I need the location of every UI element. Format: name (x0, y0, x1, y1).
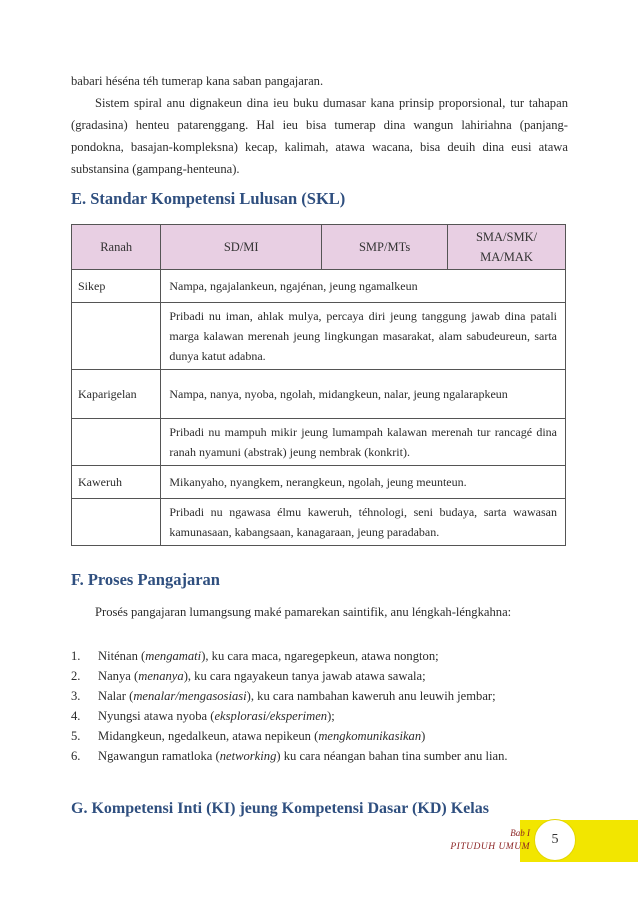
table-row (72, 499, 566, 546)
list-item: 5. Midangkeun, ngedalkeun, atawa nepikeun (mengkomunikasikan) (71, 729, 426, 743)
table-row (72, 270, 566, 303)
row-label (72, 303, 161, 370)
intro-paragraph: Sistem spiral anu dignakeun dina ieu buku dumasar kana prinsip proporsional, tur tahapan (gradasina) henteu patarenggang. Hal ieu bisa tumerap dina wangun lahiriahna (panjang-pondokna, basajan-kompleksna) kecap, kalimah, atawa wacana, bisa deuih dina eusi atawa substansina (gampang-henteuna). (71, 96, 568, 176)
row-label: Sikep (72, 270, 161, 303)
row-label (72, 499, 161, 546)
table-row (72, 419, 566, 466)
intro-line: babari héséna téh tumerap kana saban pangajaran. (71, 74, 324, 88)
row-text: Pribadi nu mampuh mikir jeung lumampah kalawan merenah tur rancagé dina ranah nyamuni (abstrak) jeung nembrak (konkrit). (161, 419, 566, 466)
page-number: 5 (534, 819, 576, 861)
row-label (72, 419, 161, 466)
row-text: Nampa, nanya, nyoba, ngolah, midangkeun, nalar, jeung ngalarapkeun (161, 370, 566, 419)
row-text: Mikanyaho, nyangkem, nerangkeun, ngolah, jeung meunteun. (161, 466, 566, 499)
list-item: 6. Ngawangun ramatloka (networking) ku cara néangan bahan tina sumber anu lian. (71, 749, 508, 763)
skl-table (71, 224, 566, 546)
header-smp-mts: SMP/MTs (322, 225, 448, 270)
header-sd-mi: SD/MI (161, 225, 322, 270)
row-label: Kaparigelan (72, 370, 161, 419)
list-item: 1. Niténan (mengamati), ku cara maca, ngaregepkeun, atawa nongton; (71, 649, 439, 663)
list-item: 2. Nanya (menanya), ku cara ngayakeun tanya jawab atawa sawala; (71, 669, 426, 683)
header-ranah: Ranah (72, 225, 161, 270)
row-text: Pribadi nu iman, ahlak mulya, percaya diri jeung tanggung jawab dina patali marga kalawan merenah jeung lingkungan masarakat, alam sabudeureun, sarta dunya katut adabna. (161, 303, 566, 370)
footer-chapter: Bab I (510, 828, 530, 838)
row-label: Kaweruh (72, 466, 161, 499)
section-e-title: E. Standar Kompetensi Lulusan (SKL) (71, 189, 346, 208)
list-item: 4. Nyungsi atawa nyoba (eksplorasi/eksperimen); (71, 709, 335, 723)
table-row (72, 466, 566, 499)
section-f-intro: Prosés pangajaran lumangsung maké pamarekan saintifik, anu léngkah-léngkahna: (95, 605, 512, 619)
skl-table-header-row (72, 225, 566, 270)
row-text: Nampa, ngajalankeun, ngajénan, jeung ngamalkeun (161, 270, 566, 303)
list-item: 3. Nalar (menalar/mengasosiasi), ku cara nambahan kaweruh anu leuwih jembar; (71, 689, 496, 703)
process-list (71, 646, 568, 766)
table-row (72, 370, 566, 419)
section-g-title: G. Kompetensi Inti (KI) jeung Kompetensi Dasar (KD) Kelas (71, 800, 489, 817)
footer-book-section: PITUDUH UMUM (450, 842, 530, 852)
header-sma-smk: SMA/SMK/ MA/MAK (448, 225, 566, 270)
section-f-title: F. Proses Pangajaran (71, 570, 220, 589)
table-row (72, 303, 566, 370)
row-text: Pribadi nu ngawasa élmu kaweruh, téhnologi, seni budaya, sarta wawasan kamunasaan, kabangsaan, kanagaraan, jeung paradaban. (161, 499, 566, 546)
